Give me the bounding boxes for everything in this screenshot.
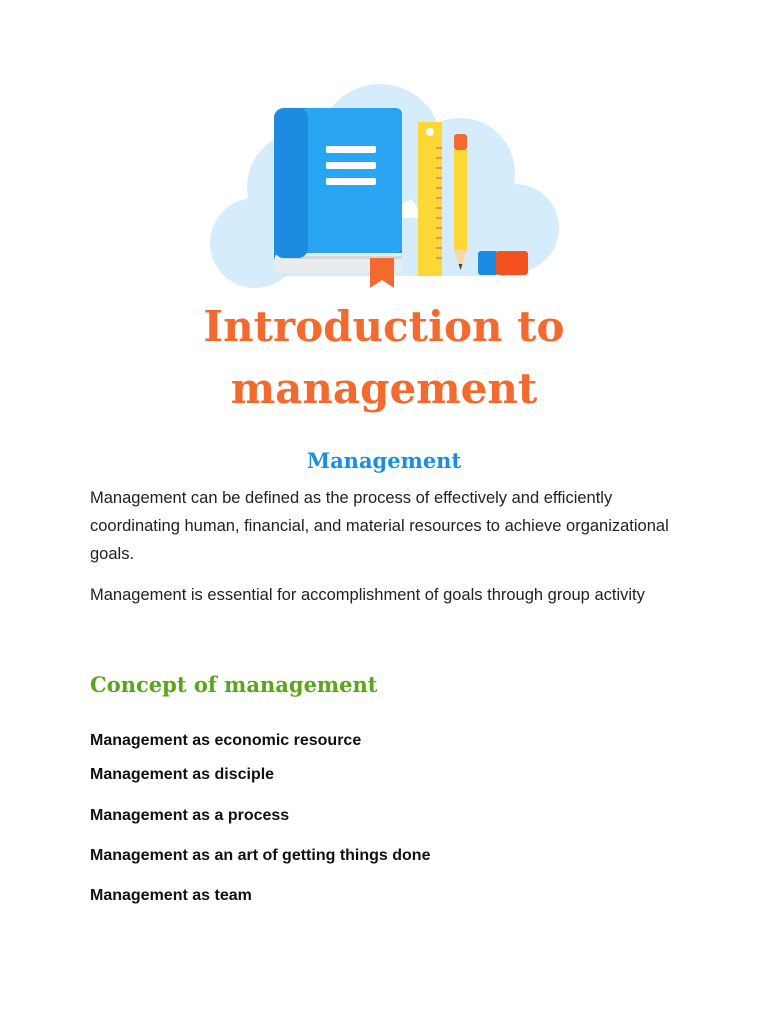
- management-definition-paragraph: Management can be defined as the process of effectively and efficiently coordinating human, financial, and material resources to achieve organizational goals.: [90, 489, 669, 563]
- concept-item-economic-resource: Management as economic resource: [90, 732, 362, 749]
- management-heading: Management: [306, 448, 462, 473]
- management-importance-paragraph: Management is essential for accomplishment of goals through group activity: [90, 586, 645, 604]
- book-icon: [200, 78, 570, 293]
- concept-heading: Concept of management: [90, 672, 378, 697]
- document-title: [0, 296, 768, 420]
- hero-illustration: [200, 78, 570, 293]
- title-line-1: Introduction to: [203, 302, 565, 351]
- concept-item-disciple: Management as disciple: [90, 766, 275, 783]
- concept-item-team: Management as team: [90, 887, 252, 904]
- concept-item-process: Management as a process: [90, 807, 290, 824]
- concept-item-art: Management as an art of getting things done: [90, 847, 431, 864]
- title-line-2: management: [230, 364, 538, 413]
